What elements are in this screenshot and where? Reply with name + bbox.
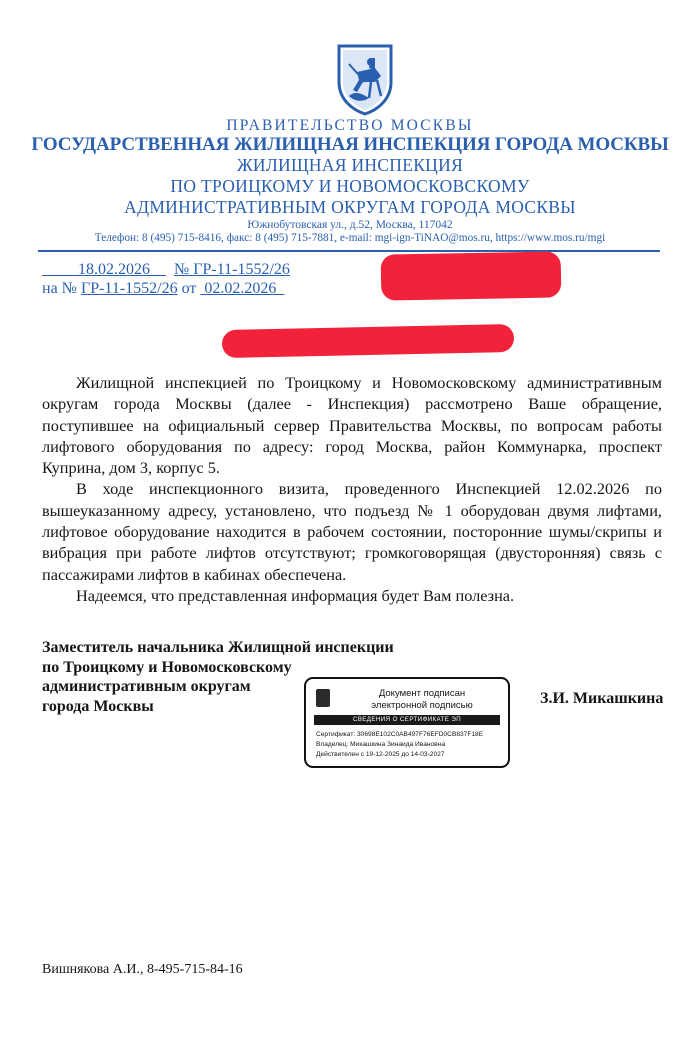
department-line-3: АДМИНИСТРАТИВНЫМ ОКРУГАМ ГОРОДА МОСКВЫ	[124, 197, 576, 217]
stamp-emblem-icon	[316, 689, 330, 707]
redacted-addressee-address	[222, 324, 515, 358]
signatory-position-line: Заместитель начальника Жилищной инспекции	[42, 639, 394, 656]
government-title: ПРАВИТЕЛЬСТВО МОСКВЫ	[226, 117, 474, 134]
body-paragraph-2: В ходе инспекционного визита, проведенного Инспекцией 12.02.2026 по вышеуказанному адресу, установлено, что подъезд № 1 оборудован двумя лифтами, лифтовое оборудование находится в рабочем состоянии, посторонние шумы/скрипы и вибрация при работе лифтов отсутствуют; громкоговорящая (двусторонняя) связь с пассажирами лифтов в кабинах обеспечена.	[42, 479, 662, 584]
stamp-section-label: СВЕДЕНИЯ О СЕРТИФИКАТЕ ЭП	[314, 715, 500, 725]
body-paragraph-1: Жилищной инспекцией по Троицкому и Новомосковскому административным округам города Москвы (далее - Инспекция) рассмотрено Ваше обращение, поступившее на официальный сервер Правительства Москвы, по вопросам работы лифтового оборудования по адресу: город Москва, район Коммунарка, проспект Куприна, дом 3, корпус 5.	[42, 373, 662, 478]
registration-line	[42, 261, 290, 279]
reference-prefix: на №	[42, 280, 77, 297]
reference-from: от	[181, 280, 197, 297]
stamp-title-line-2: электронной подписью	[371, 699, 473, 711]
registration-number: ГР-11-1552/26	[193, 261, 290, 278]
redacted-addressee	[381, 251, 562, 300]
signatory-position-line: административным округам	[42, 678, 251, 695]
signatory-position-line: города Москвы	[42, 697, 154, 715]
reference-line	[42, 280, 284, 298]
moscow-coat-of-arms-icon	[335, 42, 395, 116]
department-line-2: ПО ТРОИЦКОМУ И НОВОМОСКОВСКОМУ	[170, 176, 530, 196]
stamp-certificate: Сертификат: 30698E102C0AB497F76EFD0CB837F18E	[316, 731, 484, 738]
stamp-title	[336, 688, 508, 711]
header-divider	[38, 250, 660, 252]
executor-contact: Вишнякова А.И., 8-495-715-84-16	[42, 962, 243, 977]
department-contacts: Телефон: 8 (495) 715-8416, факс: 8 (495) 715-7881, e-mail: mgi-ign-TiNAO@mos.ru, https://www.mos.ru/mgi	[94, 232, 606, 244]
stamp-owner: Владелец: Микашкина Зинаида Ивановна	[316, 741, 445, 748]
e-signature-stamp	[304, 677, 510, 768]
signatory-position-line: по Троицкому и Новомосковскому	[42, 658, 292, 676]
reference-number: ГР-11-1552/26	[80, 280, 178, 297]
department-line-1: ЖИЛИЩНАЯ ИНСПЕКЦИЯ	[236, 155, 464, 175]
signatory-name: З.И. Микашкина	[540, 690, 664, 707]
registration-date: 18.02.2026	[78, 261, 150, 278]
inspection-title: ГОСУДАРСТВЕННАЯ ЖИЛИЩНАЯ ИНСПЕКЦИЯ ГОРОДА МОСКВЫ	[31, 134, 669, 155]
stamp-title-line-1: Документ подписан	[378, 688, 466, 699]
body-paragraph-3: Надеемся, что представленная информация будет Вам полезна.	[76, 585, 515, 605]
letter-body	[42, 372, 662, 606]
reference-date: 02.02.2026	[204, 280, 277, 297]
registration-number-prefix: №	[174, 261, 190, 278]
stamp-validity: Действителен с 19-12-2025 до 14-03-2027	[316, 751, 445, 758]
department-address: Южнобутовская ул., д.52, Москва, 117042	[247, 219, 453, 231]
